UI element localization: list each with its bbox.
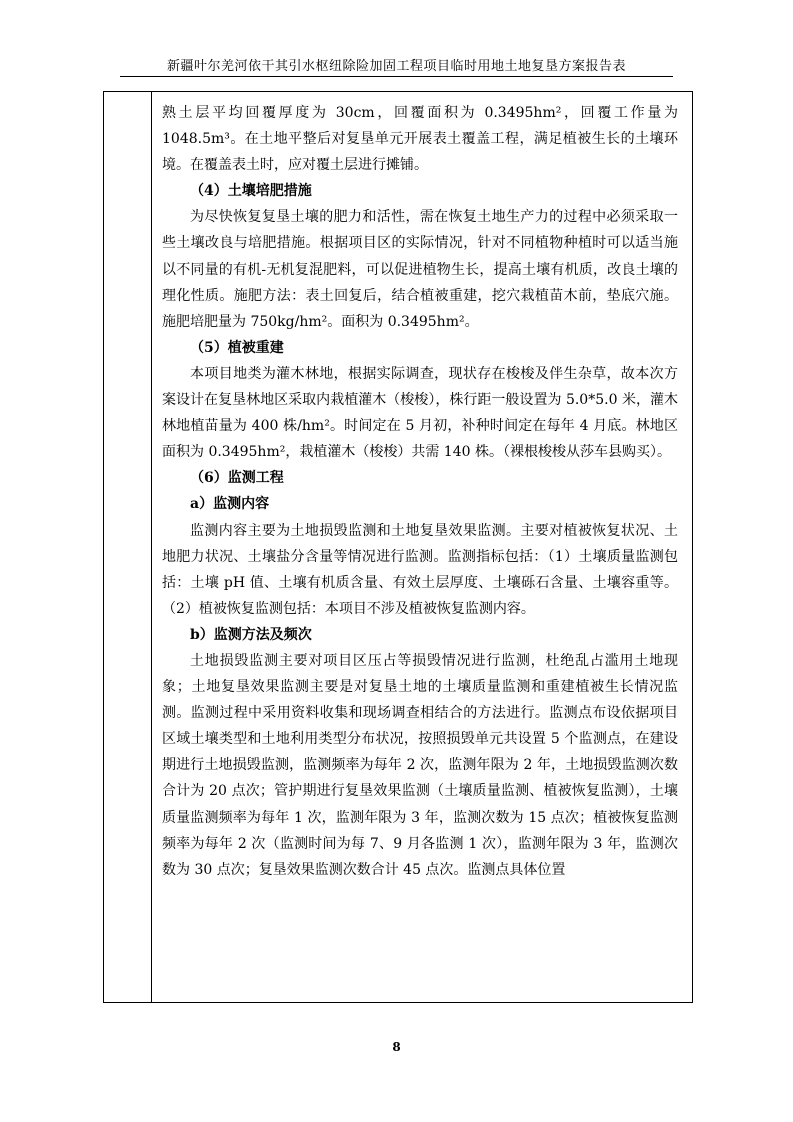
paragraph-topsoil: 熟土层平均回覆厚度为 30cm，回覆面积为 0.3495hm²，回覆工作量为 1048.5m³。在土地平整后对复垦单元开展表土覆盖工程，满足植被生长的土壤环境。在覆盖表土时，应对覆土层进行摊铺。 [162, 105, 678, 174]
paragraph-vegetation: 本项目地类为灌木林地，根据实际调查，现状存在梭梭及伴生杂草，故本次方案设计在复垦林地区采取内栽植灌木（梭梭），株行距一般设置为 5.0*5.0 米，灌木林地植苗量为 400 株/hm²。时间定在 5 月初，补种时间定在每年 4 月底。林地区面积为 0.3495hm²，栽植灌木（梭梭）共需 140 株。（裸根梭梭从莎车县购买）。 [162, 365, 678, 461]
heading-monitoring: （6）监测工程 [190, 470, 284, 487]
page-number: 8 [392, 1040, 401, 1054]
paragraph-monitoring-method: 土地损毁监测主要对项目区压占等损毁情况进行监测，杜绝乱占滥用土地现象；土地复垦效果监测主要是对复垦土地的土壤质量监测和重建植被生长情况监测。监测过程中采用资料收集和现场调查相结合的方法进行。监测点布设依据项目区域土壤类型和土地利用类型分布状况，按照损毁单元共设置 5 个监测点，在建设期进行土地损毁监测，监测频率为每年 2 次，监测年限为 2 年，土地损毁监测次数合计为 20 点次；管护期进行复垦效果监测（土壤质量监测、植被恢复监测），土壤质量监测频率为每年 1 次，监测年限为 3 年，监测次数为 15 点次；植被恢复监测频率为每年 2 次（监测时间为每 7、9 月各监测 1 次），监测年限为 3 年，监测次数为 30 点次；复垦效果监测次数合计 45 点次。监测点具体位置 [162, 652, 678, 878]
heading-vegetation-rebuild: （5）植被重建 [190, 339, 284, 356]
report-table [103, 91, 693, 1003]
heading-monitoring-method: b）监测方法及频次 [190, 626, 312, 643]
page-header-title: 新疆叶尔羌河依干其引水枢纽除险加固工程项目临时用地土地复垦方案报告表 [166, 59, 626, 74]
table-label-column [104, 92, 152, 1002]
heading-monitoring-content: a）监测内容 [190, 496, 270, 513]
paragraph-monitoring-content: 监测内容主要为土地损毁监测和土地复垦效果监测。主要对植被恢复状况、土地肥力状况、土壤盐分含量等情况进行监测。监测指标包括：（1）土壤质量监测包括：土壤 pH 值、土壤有机质含量、有效土层厚度、土壤砾石含量、土壤容重等。（2）植被恢复监测包括：本项目不涉及植被恢复监测内容。 [162, 522, 678, 617]
heading-soil-fertilization: （4）土壤培肥措施 [190, 183, 312, 200]
header-divider [120, 76, 673, 77]
table-content-cell [162, 100, 678, 883]
paragraph-fertilization: 为尽快恢复复垦土壤的肥力和活性，需在恢复土地生产力的过程中必须采取一些土壤改良与培肥措施。根据项目区的实际情况，针对不同植物种植时可以适当施以不同量的有机-无机复混肥料，可以促进植物生长，提高土壤有机质，改良土壤的理化性质。施肥方法：表土回复后，结合植被重建，挖穴栽植苗木前，垫底穴施。施肥培肥量为 750kg/hm²。面积为 0.3495hm²。 [162, 209, 678, 330]
